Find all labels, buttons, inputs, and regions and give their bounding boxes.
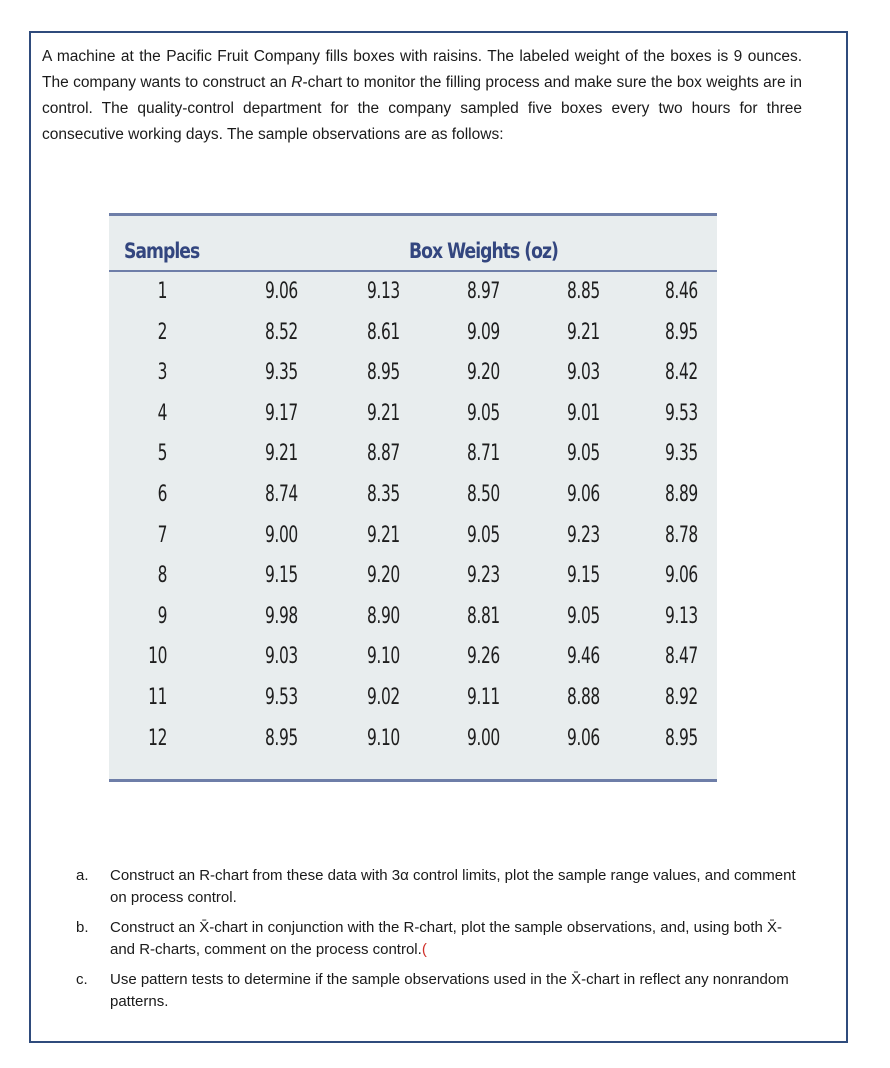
box-weight-cell: 8.97 — [467, 279, 500, 304]
sample-number: 7 — [157, 522, 167, 548]
box-weight-cell: 9.35 — [265, 360, 298, 386]
box-weight-cell: 9.53 — [665, 400, 698, 426]
box-weight-cell: 9.03 — [265, 644, 298, 670]
problem-statement — [42, 44, 802, 148]
table-row — [109, 401, 717, 442]
sample-number: 9 — [157, 603, 167, 629]
table-row — [109, 482, 717, 523]
box-weight-cell: 9.20 — [467, 360, 500, 386]
question-list — [72, 865, 807, 1021]
box-weight-cell: 9.05 — [567, 441, 600, 467]
box-weight-cell: 8.78 — [665, 522, 698, 548]
table-bottom-rule — [109, 779, 717, 782]
question-item — [72, 917, 807, 961]
table-row — [109, 563, 717, 604]
box-weight-cell: 9.53 — [265, 684, 298, 710]
box-weight-cell: 8.90 — [367, 603, 400, 629]
table-row — [109, 685, 717, 726]
table-row — [109, 279, 717, 320]
box-weight-cell: 8.35 — [367, 481, 400, 507]
box-weight-cell: 9.15 — [567, 563, 600, 589]
box-weight-cell: 8.95 — [265, 725, 298, 751]
box-weight-cell: 9.98 — [265, 603, 298, 629]
box-weight-cell: 9.11 — [467, 684, 500, 710]
table-row — [109, 360, 717, 401]
box-weight-cell: 9.06 — [567, 481, 600, 507]
table-top-rule — [109, 213, 717, 216]
table-row — [109, 441, 717, 482]
box-weight-cell: 9.21 — [367, 522, 400, 548]
sample-number: 8 — [157, 563, 167, 589]
table-row — [109, 726, 717, 767]
box-weight-cell: 8.95 — [665, 725, 698, 751]
box-weight-cell: 9.10 — [367, 725, 400, 751]
question-marker: b. — [76, 919, 89, 936]
table-row — [109, 604, 717, 645]
box-weight-cell: 9.17 — [265, 400, 298, 426]
box-weight-cell: 9.06 — [265, 279, 298, 304]
box-weight-cell: 9.23 — [567, 522, 600, 548]
box-weight-cell: 8.89 — [665, 481, 698, 507]
box-weight-cell: 8.71 — [467, 441, 500, 467]
intro-part-1: A machine at the Pacific Fruit Company fills boxes with raisins. The labeled weight of the boxes is 9 ounces. The company wants to construct an — [42, 48, 802, 91]
box-weight-cell: 9.00 — [467, 725, 500, 751]
box-weight-cell: 9.46 — [567, 644, 600, 670]
sample-number: 10 — [148, 644, 167, 670]
box-weight-cell: 9.05 — [467, 400, 500, 426]
header-box-weights: Box Weights (oz) — [409, 239, 558, 263]
sample-number: 11 — [148, 684, 167, 710]
sample-number: 3 — [157, 360, 167, 386]
box-weight-cell: 8.50 — [467, 481, 500, 507]
box-weight-cell: 9.21 — [265, 441, 298, 467]
box-weight-cell: 8.74 — [265, 481, 298, 507]
table-row — [109, 523, 717, 564]
sample-number: 6 — [157, 481, 167, 507]
box-weight-cell: 9.09 — [467, 319, 500, 345]
box-weight-cell: 9.21 — [567, 319, 600, 345]
box-weight-cell: 8.61 — [367, 319, 400, 345]
box-weight-cell: 8.46 — [665, 279, 698, 304]
sample-number: 2 — [157, 319, 167, 345]
intro-italic-r: R — [291, 74, 303, 91]
box-weight-cell: 8.95 — [665, 319, 698, 345]
box-weight-cell: 9.05 — [467, 522, 500, 548]
sample-number: 5 — [157, 441, 167, 467]
box-weight-cell: 9.26 — [467, 644, 500, 670]
table-row — [109, 644, 717, 685]
box-weight-cell: 9.23 — [467, 563, 500, 589]
box-weight-cell: 8.87 — [367, 441, 400, 467]
box-weight-cell: 8.47 — [665, 644, 698, 670]
box-weight-cell: 9.02 — [367, 684, 400, 710]
intro-part-2: -chart to monitor the filling process and make sure the box weights are in control. The quality-control department for the company sampled five boxes every two hours for three consecutive working days. The sample observations are as follows: — [42, 74, 802, 143]
annotation-mark: ( — [421, 941, 427, 958]
box-weight-cell: 8.52 — [265, 319, 298, 345]
box-weight-cell: 9.13 — [367, 279, 400, 304]
box-weight-cell: 8.81 — [467, 603, 500, 629]
box-weight-cell: 8.92 — [665, 684, 698, 710]
sample-number: 12 — [148, 725, 167, 751]
box-weight-cell: 9.06 — [665, 563, 698, 589]
box-weight-cell: 8.95 — [367, 360, 400, 386]
table-body — [109, 279, 717, 766]
box-weight-cell: 9.15 — [265, 563, 298, 589]
question-text: Construct an R-chart from these data with 3α control limits, plot the sample range values, and comment on process control. — [110, 867, 796, 906]
box-weight-cell: 9.01 — [567, 400, 600, 426]
box-weight-cell: 9.21 — [367, 400, 400, 426]
box-weight-cell: 9.13 — [665, 603, 698, 629]
table-header-rule — [109, 270, 717, 272]
box-weight-cell: 8.88 — [567, 684, 600, 710]
box-weight-cell: 8.85 — [567, 279, 600, 304]
header-samples: Samples — [124, 239, 200, 263]
question-marker: a. — [76, 867, 89, 884]
question-marker: c. — [76, 971, 88, 988]
table-row — [109, 320, 717, 361]
box-weight-cell: 9.20 — [367, 563, 400, 589]
question-text: Use pattern tests to determine if the sample observations used in the X̄-chart in reflect any nonrandom patterns. — [110, 971, 789, 1010]
box-weight-cell: 9.00 — [265, 522, 298, 548]
question-text: Construct an X̄-chart in conjunction with the R-chart, plot the sample observations, and, using both X̄-and R-charts, comment on the process control. — [110, 919, 783, 958]
box-weight-cell: 8.42 — [665, 360, 698, 386]
question-item — [72, 865, 807, 909]
sample-number: 4 — [157, 400, 167, 426]
box-weight-cell: 9.10 — [367, 644, 400, 670]
box-weight-cell: 9.35 — [665, 441, 698, 467]
box-weight-cell: 9.06 — [567, 725, 600, 751]
box-weight-cell: 9.03 — [567, 360, 600, 386]
question-item — [72, 969, 807, 1013]
sample-number: 1 — [157, 279, 167, 304]
box-weight-cell: 9.05 — [567, 603, 600, 629]
box-weights-table — [109, 213, 717, 782]
